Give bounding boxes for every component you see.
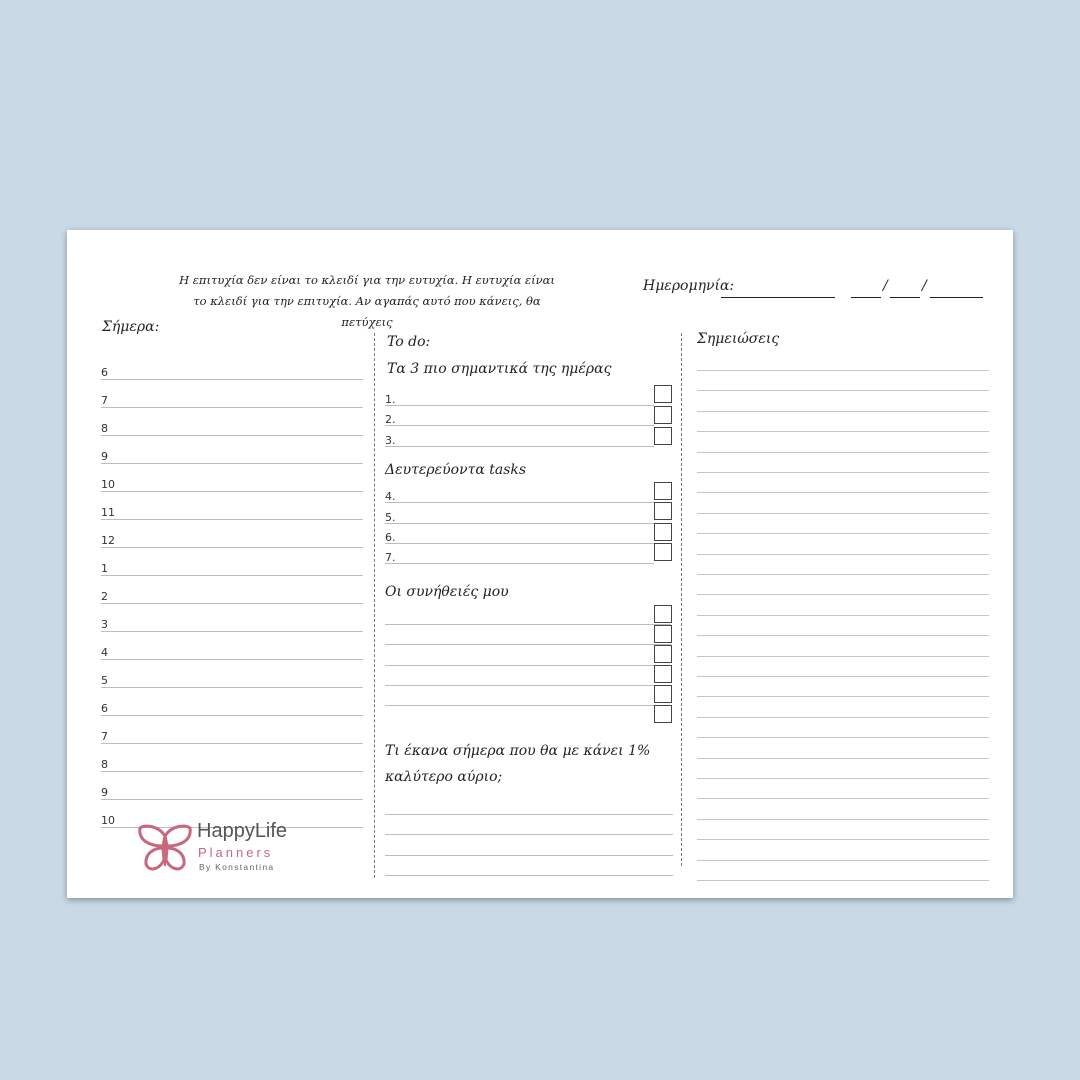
habit-row[interactable] [385, 623, 671, 625]
hour-row[interactable] [101, 772, 363, 800]
hour-row[interactable] [101, 548, 363, 576]
answer-line[interactable] [385, 875, 673, 876]
notes-line[interactable] [697, 533, 989, 534]
hour-row[interactable] [101, 436, 363, 464]
notes-line[interactable] [697, 594, 989, 595]
hour-row[interactable] [101, 520, 363, 548]
task-number: 1. [385, 393, 396, 406]
hour-row[interactable] [101, 352, 363, 380]
notes-line[interactable] [697, 798, 989, 799]
task-number: 7. [385, 551, 396, 564]
notes-line[interactable] [697, 778, 989, 779]
task-checkbox[interactable] [654, 482, 672, 500]
notes-line[interactable] [697, 737, 989, 738]
date-label: Ημερομηνία: [643, 278, 735, 294]
hour-label: 8 [101, 758, 108, 771]
task-number: 3. [385, 434, 396, 447]
notes-line[interactable] [697, 839, 989, 840]
task-checkbox[interactable] [654, 502, 672, 520]
task-checkbox[interactable] [654, 543, 672, 561]
task-row[interactable] [385, 482, 654, 503]
column-divider [374, 333, 375, 878]
habit-row[interactable] [385, 643, 671, 645]
hour-label: 6 [101, 366, 108, 379]
todo-title: To do: [387, 334, 431, 350]
notes-line[interactable] [697, 819, 989, 820]
task-checkbox[interactable] [654, 427, 672, 445]
notes-line[interactable] [697, 880, 989, 881]
hour-label: 2 [101, 590, 108, 603]
notes-line[interactable] [697, 635, 989, 636]
habit-checkbox[interactable] [654, 605, 672, 623]
notes-line[interactable] [697, 676, 989, 677]
hour-label: 5 [101, 674, 108, 687]
date-year-line [930, 296, 983, 298]
logo-name: HappyLife [197, 820, 288, 842]
date-separator: / [883, 278, 888, 294]
improvement-question: Τι έκανα σήμερα που θα με κάνει 1% καλύτερο αύριο; [385, 743, 651, 785]
notes-line[interactable] [697, 411, 989, 412]
hour-label: 9 [101, 450, 108, 463]
task-row[interactable] [385, 503, 654, 524]
task-row[interactable] [385, 385, 654, 406]
notes-line[interactable] [697, 472, 989, 473]
habit-checkbox[interactable] [654, 625, 672, 643]
task-checkbox[interactable] [654, 385, 672, 403]
notes-line[interactable] [697, 860, 989, 861]
secondary-tasks-title: Δευτερεύοντα tasks [385, 462, 527, 478]
hour-label: 11 [101, 506, 115, 519]
task-row[interactable] [385, 523, 654, 544]
task-number: 6. [385, 531, 396, 544]
notes-line[interactable] [697, 758, 989, 759]
hourly-schedule [101, 352, 363, 828]
answer-line[interactable] [385, 814, 673, 815]
planner-sheet [67, 230, 1013, 898]
date-field [643, 276, 993, 300]
top3-title: Τα 3 πιο σημαντικά της ημέρας [387, 361, 612, 377]
notes-line[interactable] [697, 717, 989, 718]
hour-label: 6 [101, 702, 108, 715]
habit-checkbox[interactable] [654, 645, 672, 663]
column-divider [681, 333, 682, 866]
notes-line[interactable] [697, 513, 989, 514]
hour-row[interactable] [101, 744, 363, 772]
habit-checkbox[interactable] [654, 705, 672, 723]
hour-label: 7 [101, 730, 108, 743]
habits-title: Οι συνήθειές μου [385, 584, 509, 600]
brand-logo [137, 820, 317, 880]
task-row[interactable] [385, 405, 654, 426]
task-row[interactable] [385, 426, 654, 447]
today-title: Σήμερα: [102, 319, 160, 335]
notes-line[interactable] [697, 574, 989, 575]
date-day-line [851, 296, 881, 298]
hour-label: 10 [101, 814, 115, 827]
hour-label: 9 [101, 786, 108, 799]
habit-row[interactable] [385, 704, 671, 706]
notes-line[interactable] [697, 492, 989, 493]
date-separator: / [922, 278, 927, 294]
task-checkbox[interactable] [654, 523, 672, 541]
hour-label: 12 [101, 534, 115, 547]
answer-line[interactable] [385, 855, 673, 856]
hour-row[interactable] [101, 492, 363, 520]
notes-title: Σημειώσεις [697, 331, 780, 347]
habit-row[interactable] [385, 684, 671, 686]
notes-line[interactable] [697, 656, 989, 657]
hour-row[interactable] [101, 464, 363, 492]
notes-line[interactable] [697, 615, 989, 616]
notes-line[interactable] [697, 431, 989, 432]
hour-row[interactable] [101, 576, 363, 604]
habit-checkbox[interactable] [654, 665, 672, 683]
date-line [721, 296, 835, 298]
hour-label: 8 [101, 422, 108, 435]
notes-line[interactable] [697, 452, 989, 453]
hour-row[interactable] [101, 716, 363, 744]
butterfly-icon [137, 822, 193, 874]
quote-text: Η επιτυχία δεν είναι το κλειδί για την ευτυχία. Η ευτυχία είναι το κλειδί για την επιτυχία. Αν αγαπάς αυτό που κάνεις, θα πετύχεις [179, 273, 555, 329]
notes-line[interactable] [697, 554, 989, 555]
hour-label: 4 [101, 646, 108, 659]
hour-row[interactable] [101, 688, 363, 716]
notes-line[interactable] [697, 370, 989, 371]
task-checkbox[interactable] [654, 406, 672, 424]
hour-label: 10 [101, 478, 115, 491]
hour-label: 7 [101, 394, 108, 407]
habit-row[interactable] [385, 664, 671, 666]
hour-row[interactable] [101, 380, 363, 408]
hour-row[interactable] [101, 408, 363, 436]
task-number: 2. [385, 413, 396, 426]
logo-subtitle: Planners [198, 845, 274, 860]
task-number: 4. [385, 490, 396, 503]
task-number: 5. [385, 511, 396, 524]
date-month-line [890, 296, 920, 298]
hour-row[interactable] [101, 604, 363, 632]
hour-row[interactable] [101, 632, 363, 660]
hour-label: 1 [101, 562, 108, 575]
task-row[interactable] [385, 543, 654, 564]
notes-line[interactable] [697, 390, 989, 391]
notes-line[interactable] [697, 696, 989, 697]
hour-row[interactable] [101, 660, 363, 688]
habit-checkbox[interactable] [654, 685, 672, 703]
logo-byline: By Konstantina [199, 862, 275, 872]
answer-line[interactable] [385, 834, 673, 835]
hour-label: 3 [101, 618, 108, 631]
